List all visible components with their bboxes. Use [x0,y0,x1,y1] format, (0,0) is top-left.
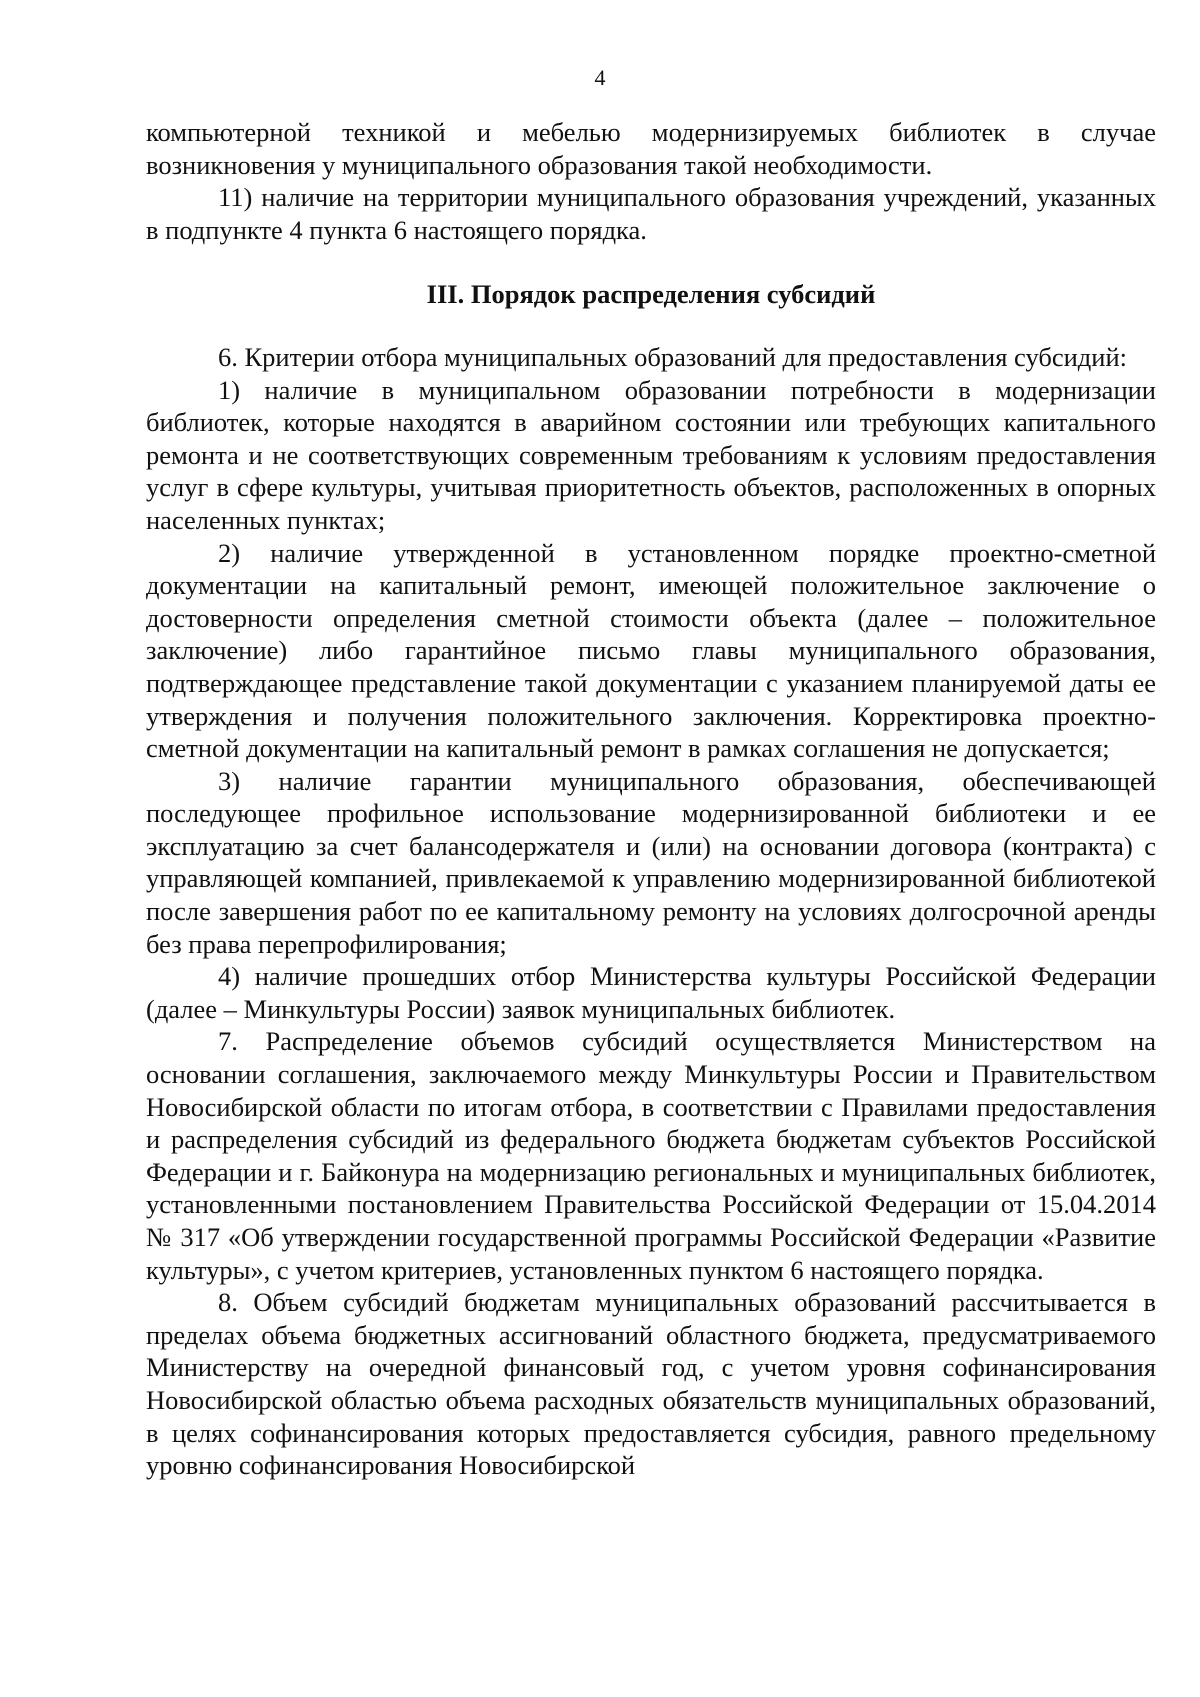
paragraph-clause-7: 7. Распределение объемов субсидий осуществляется Министерством на основании соглашения, заключаемого между Минкультуры России и Правительством Новосибирской области по итогам отбора, в соответствии с Правилами предоставления и распределения субсидий из федерального бюджета бюджетам субъектов Российской Федерации и г. Байконура на модернизацию региональных и муниципальных библиотек, установленными постановлением Правительства Российской Федерации от 15.04.2014 № 317 «Об утверждении государственной программы Российской Федерации «Развитие культуры», с учетом критериев, установленных пунктом 6 настоящего порядка. [146,1026,1156,1285]
paragraph-criterion-1: 1) наличие в муниципальном образовании потребности в модернизации библиотек, которые находятся в аварийном состоянии или требующих капитального ремонта и не соответствующих современным требованиям к условиям предоставления услуг в сфере культуры, учитывая приоритетность объектов, расположенных в опорных населенных пунктах; [146,374,1156,535]
paragraph-criterion-3: 3) наличие гарантии муниципального образования, обеспечивающей последующее профильное использование модернизированной библиотеки и ее эксплуатацию за счет балансодержателя и (или) на основании договора (контракта) с управляющей компанией, привлекаемой к управлению модернизированной библиотекой после завершения работ по ее капитальному ремонту на условиях долгосрочной аренды без права перепрофилирования; [146,765,1156,959]
section-heading: III. Порядок распределения субсидий [426,279,876,310]
paragraph-clause-8: 8. Объем субсидий бюджетам муниципальных образований рассчитывается в пределах объема бюджетных ассигнований областного бюджета, предусматриваемого Министерству на очередной финансовый год, с учетом уровня софинансирования Новосибирской областью объема расходных обязательств муниципальных образований, в целях софинансирования которых предоставляется субсидия, равного предельному уровню софинансирования Новосибирской [146,1287,1156,1481]
paragraph-clause-6: 6. Критерии отбора муниципальных образований для предоставления субсидий: [218,341,1127,372]
document-body [146,116,1156,1482]
page-number: 4 [594,65,606,90]
paragraph-criterion-4: 4) наличие прошедших отбор Министерства культуры Российской Федерации (далее – Минкультуры России) заявок муниципальных библиотек. [146,961,1156,1024]
paragraph-continuation: компьютерной техникой и мебелью модернизируемых библиотек в случае возникновения у муниципального образования такой необходимости. [146,117,1156,180]
paragraph-criterion-2: 2) наличие утвержденной в установленном порядке проектно-сметной документации на капитальный ремонт, имеющей положительное заключение о достоверности определения сметной стоимости объекта (далее – положительное заключение) либо гарантийное письмо главы муниципального образования, подтверждающее представление такой документации с указанием планируемой даты ее утверждения и получения положительного заключения. Корректировка проектно-сметной документации на капитальный ремонт в рамках соглашения не допускается; [146,537,1156,764]
paragraph-item-11: 11) наличие на территории муниципального образования учреждений, указанных в подпункте 4 пункта 6 настоящего порядка. [146,182,1156,245]
